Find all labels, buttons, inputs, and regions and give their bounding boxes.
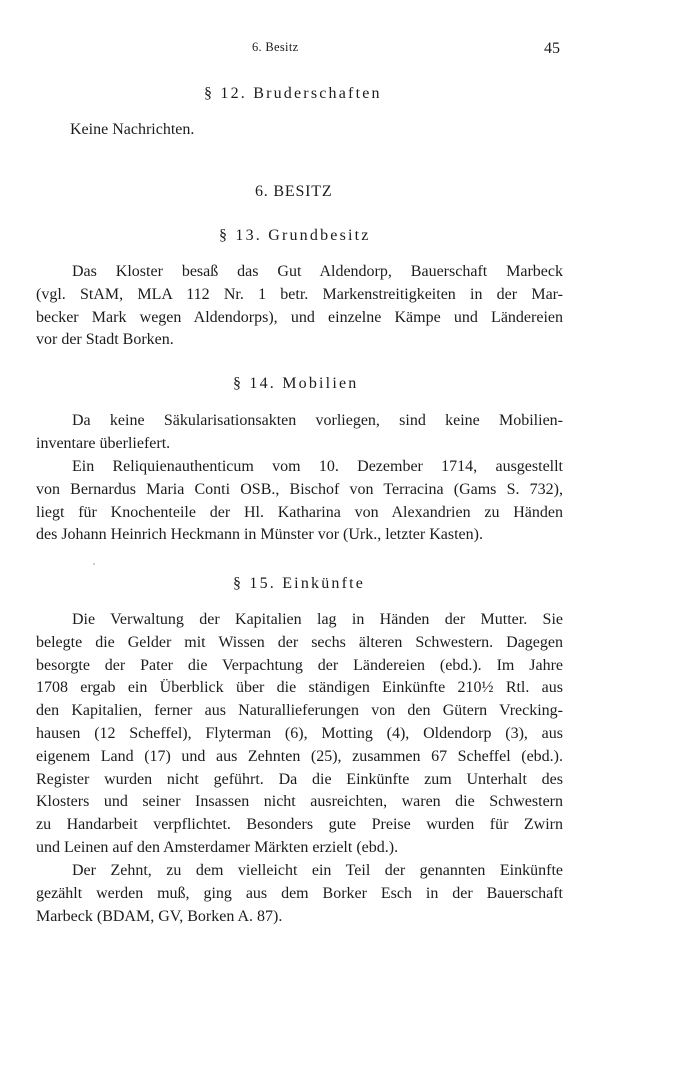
text-line: becker Mark wegen Aldendorps), und einzelne Kämpe und Ländereien — [36, 308, 563, 326]
text-line: den Kapitalien, ferner aus Naturallieferungen von den Gütern Vrecking- — [36, 702, 563, 720]
section-heading-14: § 14. Mobilien — [233, 375, 359, 392]
section-heading-15: § 15. Einkünfte — [233, 575, 366, 592]
section-13-paragraph-1 — [36, 261, 563, 352]
text-line: und Leinen auf den Amsterdamer Märkten erzielt (ebd.). — [36, 838, 399, 856]
text-line: Klosters und seiner Insassen nicht ausreichten, waren die Schwestern — [36, 793, 563, 811]
text-line: hausen (12 Scheffel), Flyterman (6), Motting (4), Oldendorp (3), aus — [36, 724, 563, 742]
text-line: Die Verwaltung der Kapitalien lag in Händen der Mutter. Sie — [72, 611, 563, 628]
text-line: Der Zehnt, zu dem vielleicht ein Teil der genannten Einkünfte — [72, 862, 563, 879]
text-line: Register wurden nicht geführt. Da die Einkünfte zum Unterhalt des — [36, 770, 563, 788]
chapter-title: 6. BESITZ — [255, 183, 333, 200]
text-line: Marbeck (BDAM, GV, Borken A. 87). — [36, 907, 283, 925]
section-14-paragraph-2 — [36, 456, 563, 547]
text-line: (vgl. StAM, MLA 112 Nr. 1 betr. Markenstreitigkeiten in der Mar- — [36, 285, 563, 303]
text-line: von Bernardus Maria Conti OSB., Bischof von Terracina (Gams S. 732), — [36, 480, 563, 498]
text-line: zu Handarbeit verpflichtet. Besonders gute Preise wurden für Zwirn — [36, 816, 563, 834]
text-line: des Johann Heinrich Heckmann in Münster vor (Urk., letzter Kasten). — [36, 526, 483, 544]
page-number: 45 — [544, 40, 560, 57]
section-14-paragraph-1 — [36, 410, 563, 456]
text-line: vor der Stadt Borken. — [36, 331, 174, 349]
text-line: besorgte der Pater die Verpachtung der Ländereien (ebd.). Im Jahre — [36, 656, 563, 674]
running-header-title: 6. Besitz — [252, 40, 299, 54]
section-15-paragraph-2 — [36, 860, 563, 928]
text-line: gezählt werden muß, ging aus dem Borker Esch in der Bauerschaft — [36, 884, 563, 902]
text-line: inventare überliefert. — [36, 434, 171, 452]
text-line: Da keine Säkularisationsakten vorliegen, sind keine Mobilien- — [72, 412, 563, 429]
text-line: belegte die Gelder mit Wissen der sechs älteren Schwestern. Dagegen — [36, 633, 563, 651]
print-speck — [93, 563, 95, 565]
text-line: Das Kloster besaß das Gut Aldendorp, Bauerschaft Marbeck — [72, 263, 563, 280]
section-heading-13: § 13. Grundbesitz — [219, 227, 371, 244]
text-line: liegt für Knochenteile der Hl. Katharina von Alexandrien zu Händen — [36, 503, 563, 521]
section-15-paragraph-1 — [36, 609, 563, 860]
text-line: Ein Reliquienauthenticum vom 10. Dezember 1714, ausgestellt — [72, 458, 563, 475]
text-line: 1708 ergab ein Überblick über die ständigen Einkünfte 210½ Rtl. aus — [36, 679, 563, 697]
section-heading-12: § 12. Bruderschaften — [204, 85, 382, 102]
text-line: eigenem Land (17) und aus Zehnten (25), zusammen 67 Scheffel (ebd.). — [36, 747, 563, 765]
section-12-text: Keine Nachrichten. — [70, 121, 195, 138]
